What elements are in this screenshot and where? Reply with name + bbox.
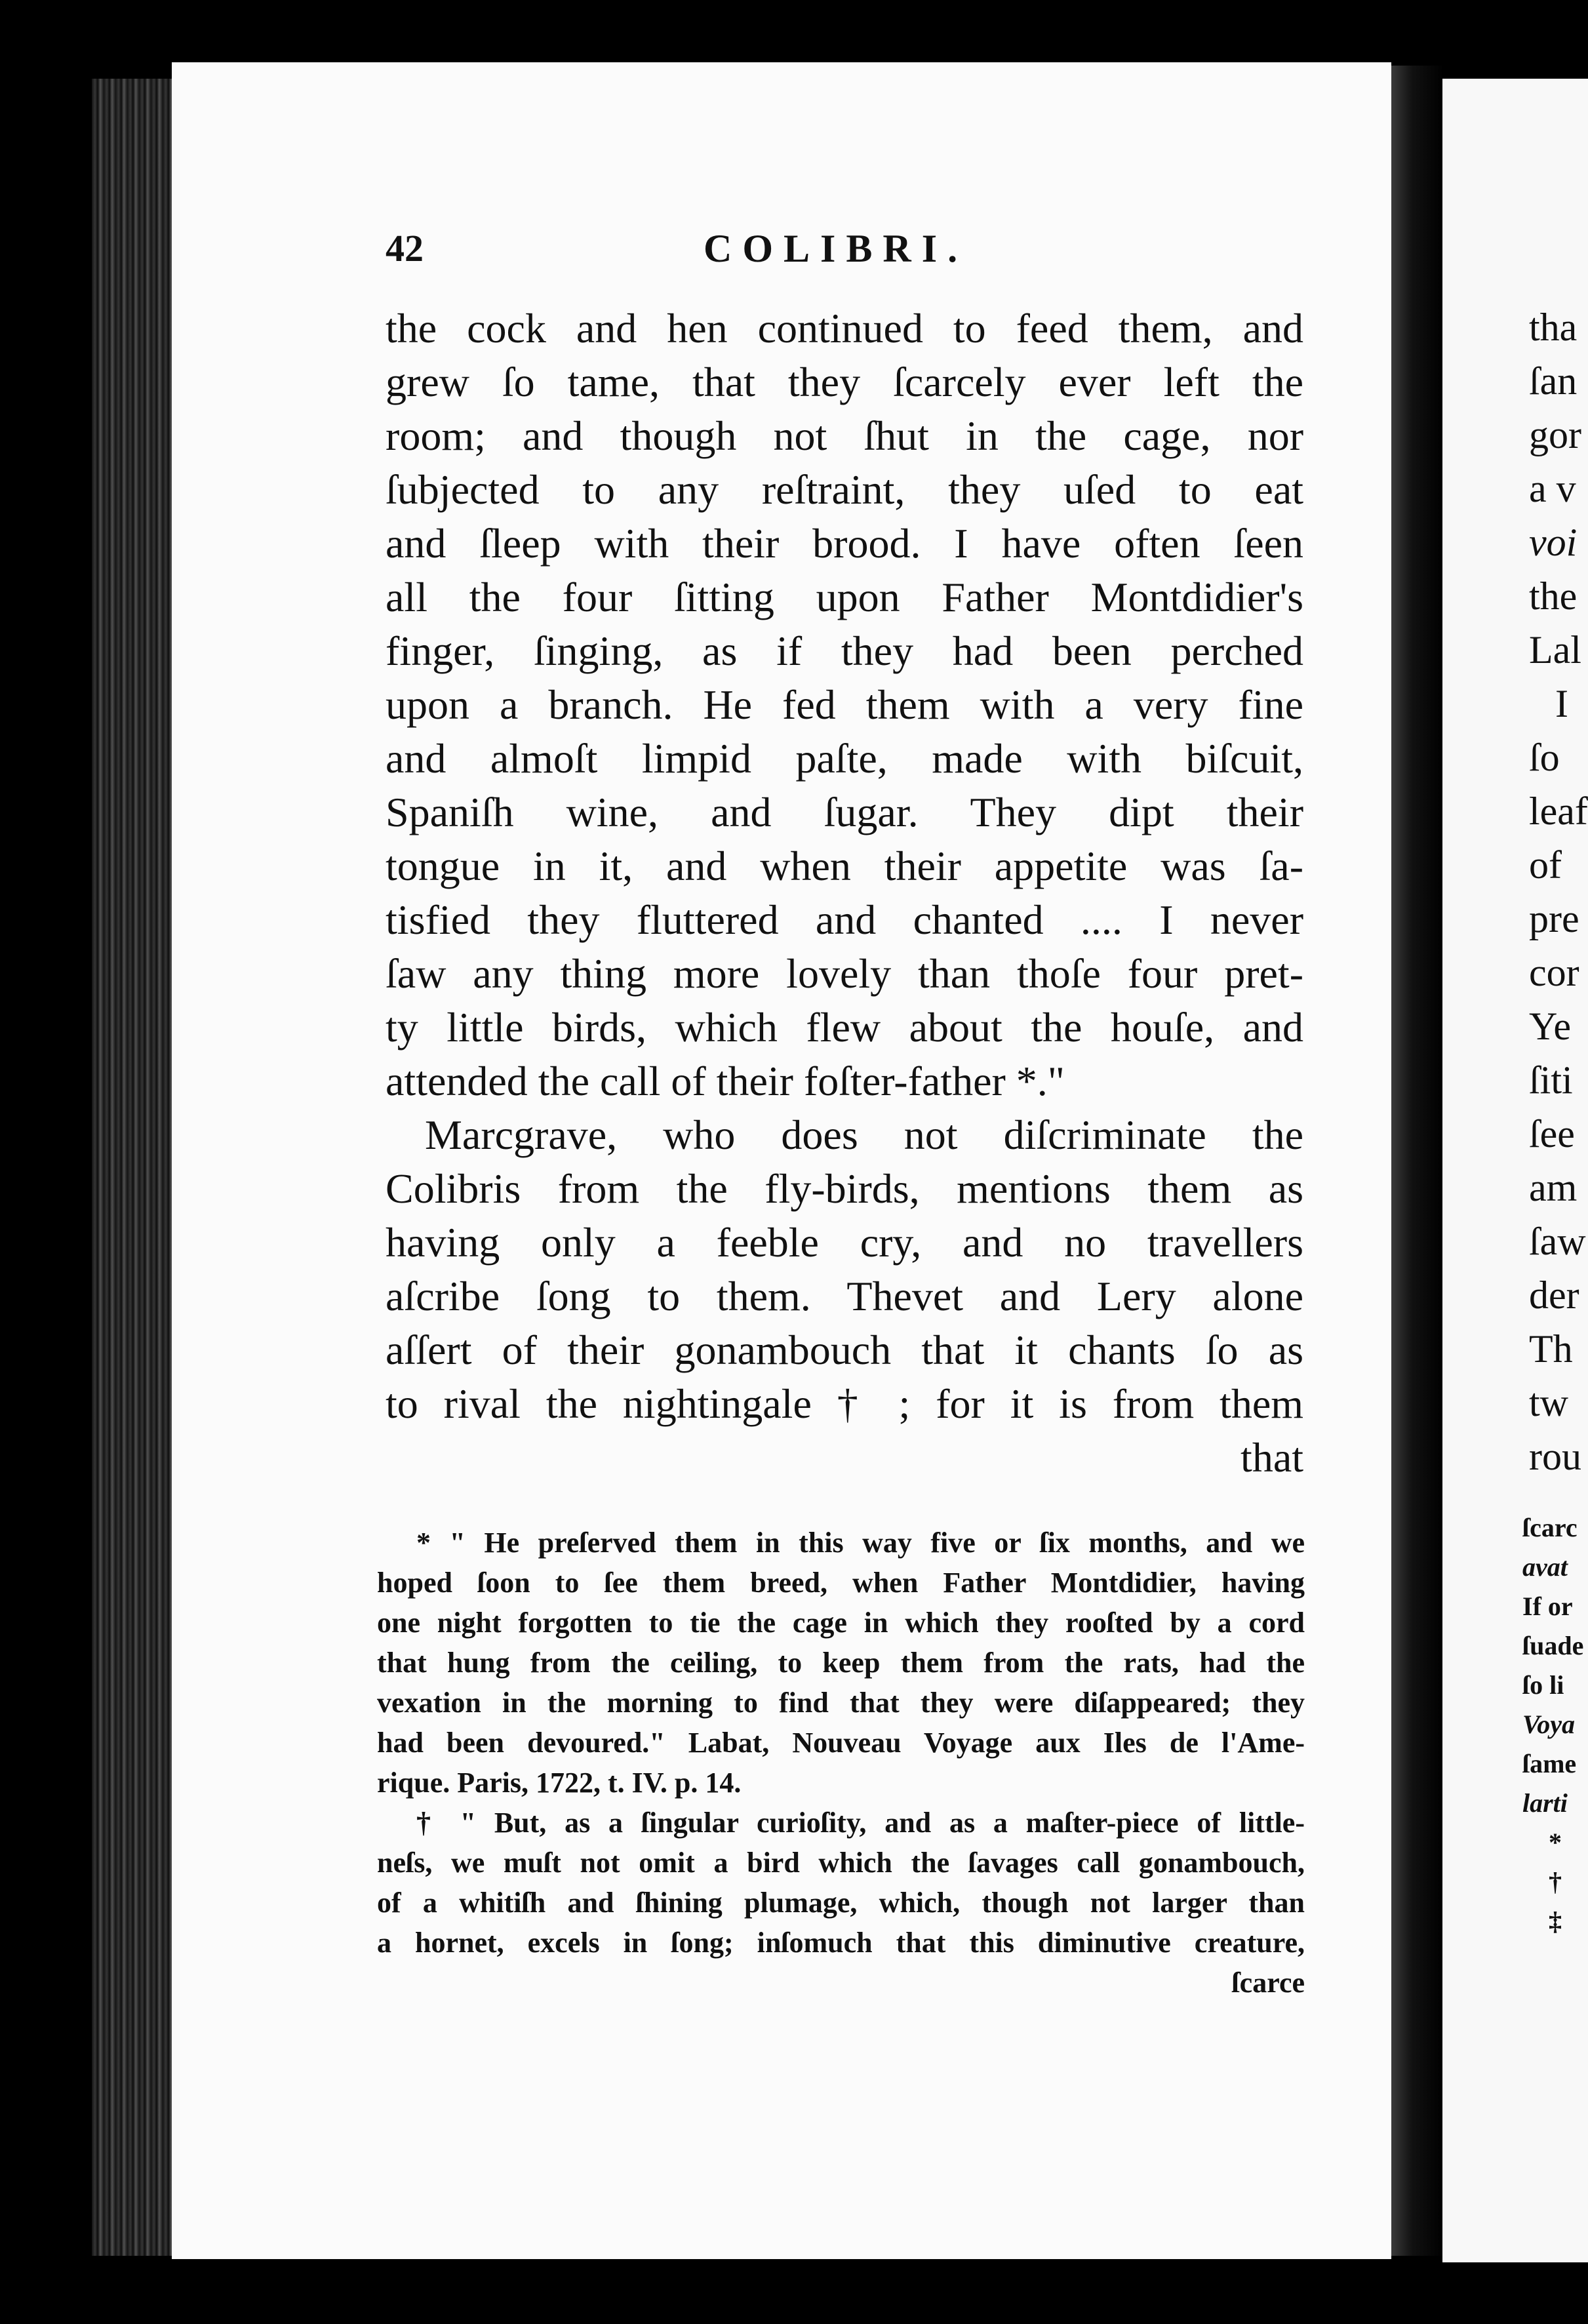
facing-line: leaf [1529, 790, 1588, 833]
facing-line: pre [1529, 897, 1579, 940]
facing-page-footnotes [1522, 1508, 1583, 1941]
body-line: tongue in it, and when their appetite was ſa- [386, 843, 1303, 889]
facing-line: ſee [1529, 1112, 1575, 1155]
footnote-catchword: ſcarce [1231, 1967, 1305, 1999]
body-line: and ſleep with their brood. I have often ſeen [386, 520, 1303, 567]
facing-line: Ye [1529, 1005, 1571, 1048]
body-line: the cock and hen continued to feed them, and [386, 305, 1303, 351]
facing-line: ſaw [1529, 1220, 1586, 1263]
body-line: attended the call of their foſter-father *." [386, 1058, 1065, 1104]
facing-footnote-line: If or [1522, 1592, 1573, 1621]
facing-footnote-line: ſame [1522, 1749, 1577, 1778]
body-line: Colibris from the fly-birds, mentions them as [386, 1165, 1303, 1212]
facing-line: rou [1529, 1435, 1581, 1478]
facing-footnote-line: avat [1522, 1552, 1568, 1582]
body-line: Marcgrave, who does not diſcriminate the [425, 1112, 1303, 1158]
facing-footnote-line: larti [1522, 1788, 1568, 1818]
body-line: ſaw any thing more lovely than thoſe four pret- [386, 950, 1303, 997]
facing-line: ſiti [1529, 1058, 1573, 1102]
facing-line: of [1529, 843, 1562, 887]
footnote-line: of a whitiſh and ſhining plumage, which, though not larger than [377, 1887, 1305, 1919]
body-line: room; and though not ſhut in the cage, nor [386, 412, 1303, 459]
facing-line: der [1529, 1273, 1579, 1317]
facing-line: Lal [1529, 628, 1581, 671]
body-line: aſcribe ſong to them. Thevet and Lery alone [386, 1273, 1303, 1319]
body-line: and almoſt limpid paſte, made with biſcuit, [386, 735, 1303, 782]
body-line: all the four ſitting upon Father Montdidier's [386, 574, 1303, 620]
facing-line: gor [1529, 413, 1581, 456]
body-line: aſſert of their gonambouch that it chants ſo as [386, 1327, 1303, 1373]
book-binding [1391, 66, 1444, 2256]
facing-footnote-line: * [1549, 1828, 1562, 1857]
body-line: finger, ſinging, as if they had been perched [386, 628, 1303, 674]
body-line: to rival the nightingale † ; for it is from them [386, 1380, 1303, 1427]
footnote-line: had been devoured." Labat, Nouveau Voyage aux Iles de l'Ame- [377, 1727, 1305, 1759]
footnote-line: * " He preſerved them in this way five or ſix months, and we [416, 1527, 1305, 1559]
body-line: grew ſo tame, that they ſcarcely ever left the [386, 359, 1303, 405]
body-line: having only a feeble cry, and no travellers [386, 1219, 1303, 1266]
body-line: upon a branch. He fed them with a very fine [386, 681, 1303, 728]
facing-line: voi [1529, 521, 1578, 564]
facing-line: I [1555, 682, 1568, 725]
facing-footnote-line: Voya [1522, 1710, 1575, 1739]
catchword: that [1241, 1434, 1303, 1481]
facing-line: cor [1529, 951, 1579, 994]
facing-line: tha [1529, 306, 1578, 349]
footnote-line: a hornet, excels in ſong; inſomuch that this diminutive creature, [377, 1927, 1305, 1959]
facing-line: tw [1529, 1381, 1568, 1424]
facing-line: Th [1529, 1327, 1573, 1371]
body-line: ſubjected to any reſtraint, they uſed to eat [386, 466, 1303, 513]
facing-footnote-line: ſcarc [1522, 1513, 1578, 1542]
facing-page-text [1529, 300, 1588, 1483]
facing-line: am [1529, 1166, 1578, 1209]
running-head: COLIBRI. [704, 227, 968, 270]
page-number: 42 [386, 227, 424, 270]
footnote-line: hoped ſoon to ſee them breed, when Father Montdidier, having [377, 1567, 1305, 1599]
footnote-line: † " But, as a ſingular curioſity, and as a maſter-piece of little- [416, 1807, 1305, 1839]
footnote-line: neſs, we muſt not omit a bird which the ſavages call gonambouch, [377, 1847, 1305, 1879]
footnote-line: vexation in the morning to find that they were diſappeared; they [377, 1687, 1305, 1719]
facing-line: ſo [1529, 736, 1560, 779]
body-line: ty little birds, which flew about the houſe, and [386, 1004, 1303, 1051]
footnotes [377, 1523, 1305, 2003]
facing-line: a v [1529, 467, 1576, 510]
page-gutter-shadow [92, 79, 184, 2256]
footnote-line: one night forgotten to tie the cage in which they rooſted by a cord [377, 1607, 1305, 1639]
body-text [386, 302, 1303, 1485]
facing-footnote-line: ‡ [1549, 1906, 1562, 1936]
body-line: Spaniſh wine, and ſugar. They dipt their [386, 789, 1303, 835]
facing-footnote-line: † [1549, 1867, 1562, 1896]
footnote-line: that hung from the ceiling, to keep them from the rats, had the [377, 1647, 1305, 1679]
facing-footnote-line: ſuade [1522, 1631, 1584, 1660]
body-line: tisfied they fluttered and chanted .... I never [386, 896, 1303, 943]
page-header [386, 226, 1303, 285]
footnote-line: rique. Paris, 1722, t. IV. p. 14. [377, 1767, 742, 1799]
facing-footnote-line: ſo li [1522, 1670, 1564, 1700]
facing-line: ſan [1529, 359, 1578, 403]
facing-line: the [1529, 574, 1578, 618]
